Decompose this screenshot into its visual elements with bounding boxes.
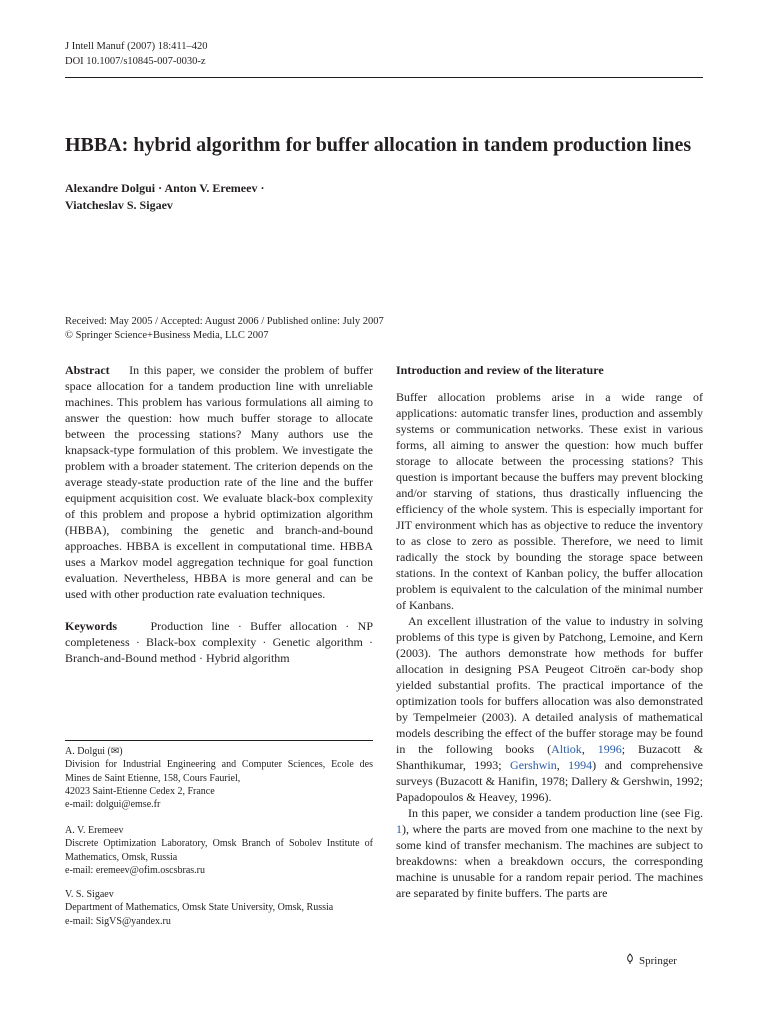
copyright-notice: © Springer Science+Business Media, LLC 2007: [65, 330, 269, 341]
affiliation-email: e-mail: SigVS@yandex.ru: [65, 915, 171, 927]
publisher-footer: [624, 953, 677, 969]
affiliation-email: e-mail: dolgui@emse.fr: [65, 799, 161, 811]
citation-link-gershwin-year[interactable]: 1994: [568, 758, 593, 772]
text-run: ), where the parts are moved from one machine to the next by some kind of transfer mechanism. The machines are subject to breakdowns: when a breakdown occurs, the corresponding machine is unusable for a random repair period. The machines are separated by finite buffers. The parts are: [396, 822, 703, 900]
citation-link-gershwin[interactable]: Gershwin: [510, 758, 557, 772]
intro-paragraph-2: [396, 613, 703, 805]
author-line-1: Alexandre Dolgui · Anton V. Eremeev ·: [65, 181, 265, 195]
citation-link-altiok-year[interactable]: 1996: [597, 742, 622, 756]
text-run: An excellent illustration of the value to industry in solving problems of this type is given by Patchong, Lemoine, and Kern (2003). The authors demonstrate how methods for buffer allocation in designing PSA Peugeot Citroën car-body shop yielded substantial profits. The practical importance of the optimization tools for buffers allocation was also demonstrated by Tempelmeier (2003). A detailed analysis of mathematical models describing the effect of the buffer storage may be found in the following books (: [396, 614, 703, 756]
affiliation-dolgui: [65, 745, 373, 811]
header-rule: [65, 77, 703, 78]
footnote-rule: [65, 740, 373, 741]
publication-dates: Received: May 2005 / Accepted: August 2006 / Published online: July 2007: [65, 316, 384, 327]
affiliation-name: V. S. Sigaev: [65, 889, 114, 900]
affiliation-line: Division for Industrial Engineering and Computer Sciences, Ecole des Mines de Saint Etienne, 158, Cours Fauriel,: [65, 759, 373, 784]
keywords-heading: Keywords: [65, 619, 117, 633]
abstract-heading: Abstract: [65, 363, 110, 377]
right-column: [396, 362, 703, 901]
text-run: In this paper, we consider a tandem production line (see Fig.: [408, 806, 703, 820]
citation-link-altiok[interactable]: Altiok: [551, 742, 582, 756]
keywords-text: Production line · Buffer allocation · NP completeness · Black-box complexity · Genetic algorithm · Branch-and-Bound method · Hybrid algorithm: [65, 619, 373, 665]
affiliation-line: 42023 Saint-Etienne Cedex 2, France: [65, 785, 215, 797]
intro-paragraph-1: Buffer allocation problems arise in a wide range of applications: automatic transfer lines, production and assembly systems or communication networks. These exist in various forms, all aiming to answer the question: how much buffer storage to allocate between the processing stations? This question is important because the buffers may prevent blocking and/or starving of stations, thus drastically influencing the efficiency of the whole system. This is especially important for JIT environment which has as objective to reduce the inventory to as close to zero as possible. Therefore, we need to limit radically the stock by bounding the storage space between stations. In the context of Kanban policy, the buffer allocation problem is equivalent to the calculation of the minimal number of Kanbans.: [396, 390, 703, 612]
author-line-2: Viatcheslav S. Sigaev: [65, 198, 173, 212]
journal-citation: J Intell Manuf (2007) 18:411–420: [65, 41, 208, 52]
figure-link-1[interactable]: 1: [396, 822, 402, 836]
doi: DOI 10.1007/s10845-007-0030-z: [65, 56, 206, 67]
publisher-name: Springer: [639, 955, 677, 967]
intro-paragraph-3: [396, 805, 703, 901]
affiliation-eremeev: [65, 824, 373, 877]
text-run: ,: [556, 758, 569, 772]
affiliation-line: Discrete Optimization Laboratory, Omsk Branch of Sobolev Institute of Mathematics, Omsk, Russia: [65, 838, 373, 863]
keywords: [65, 618, 373, 666]
section-heading: Introduction and review of the literature: [396, 363, 604, 377]
left-column: [65, 362, 373, 666]
abstract-text: In this paper, we consider the problem of buffer space allocation for a tandem production line with unreliable machines. This problem has various formulations all aiming to answer the question: how much buffer storage to allocate between the processing stations? Many authors use the knapsack-type formulation of this problem. We investigate the problem with a broader statement. The criterion depends on the average steady-state production rate of the line and the buffer equipment acquisition cost. We evaluate black-box complexity of this problem and propose a hybrid optimization algorithm (HBBA), combining the genetic and branch-and-bound approaches. HBBA is excellent in computational time. HBBA uses a Markov model aggregation technique for goal function evaluation. Nevertheless, HBBA is more general and can be used with other production rate evaluation techniques.: [65, 363, 373, 601]
affiliation-line: Department of Mathematics, Omsk State University, Omsk, Russia: [65, 902, 334, 914]
affiliation-sigaev: [65, 888, 373, 928]
text-run: ,: [581, 742, 598, 756]
paper-title: HBBA: hybrid algorithm for buffer allocation in tandem production lines: [65, 134, 692, 156]
affiliation-name: A. Dolgui (✉): [65, 746, 123, 757]
affiliation-email: e-mail: eremeev@ofim.oscsbras.ru: [65, 864, 205, 876]
abstract: [65, 362, 373, 602]
author-list: [65, 180, 264, 214]
affiliation-name: A. V. Eremeev: [65, 825, 124, 836]
text-run: ; Buzacott & Shanthikumar, 1993;: [396, 742, 703, 772]
springer-logo-icon: [624, 953, 636, 969]
text-run: ) and comprehensive surveys (Buzacott & Hanifin, 1978; Dallery & Gershwin, 1992; Papadopoulos & Heavey, 1996).: [396, 758, 703, 804]
